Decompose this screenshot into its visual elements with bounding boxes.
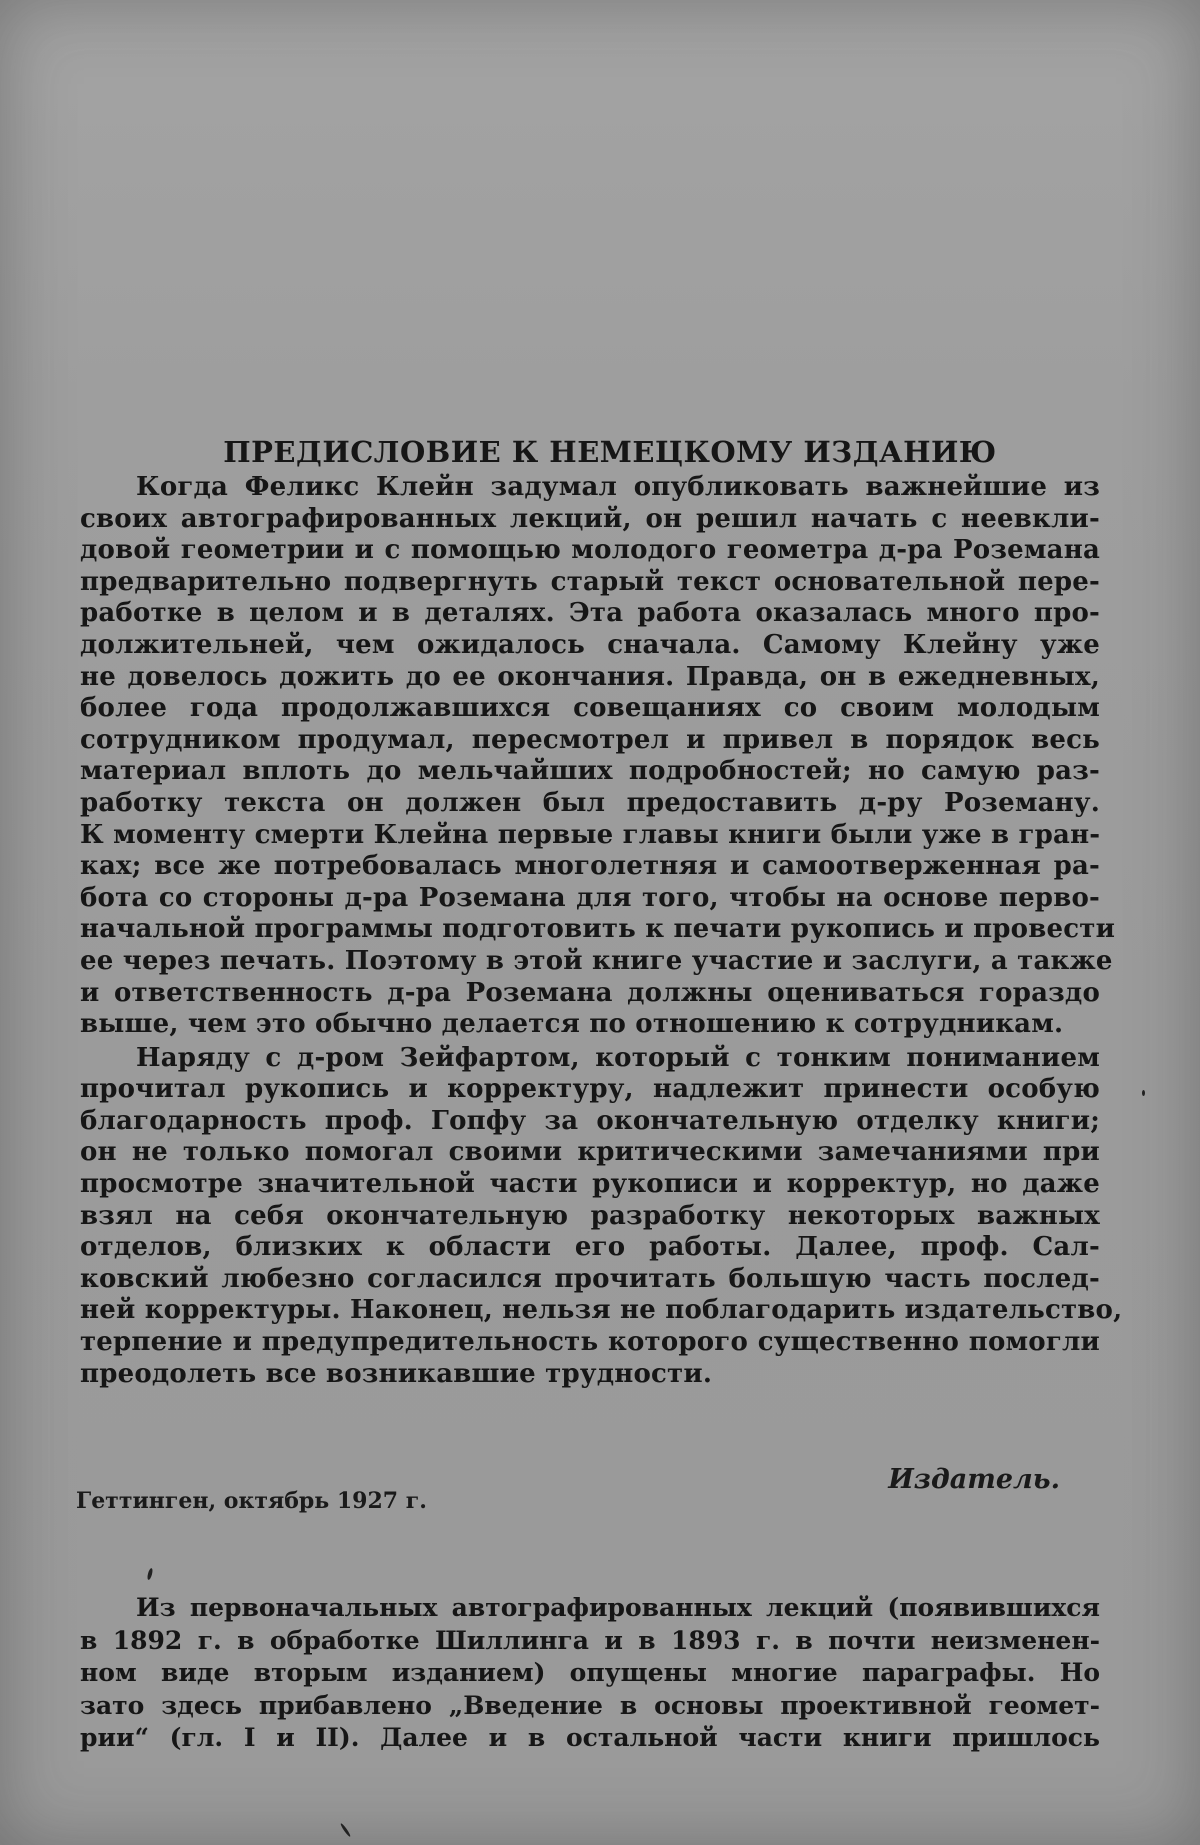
- scan-speck: [340, 1823, 352, 1838]
- page-title: ПРЕДИСЛОВИЕ К НЕМЕЦКОМУ ИЗДАНИЮ: [223, 435, 997, 469]
- scan-speck: [147, 1568, 154, 1581]
- text-line: ках; все же потребовалась многолетняя и самоотверженная ра-: [80, 851, 1100, 882]
- text-line: ковский любезно согласился прочитать большую часть послед-: [80, 1263, 1100, 1294]
- text-line: довой геометрии и с помощью молодого геометра д-ра Роземана: [80, 535, 1100, 566]
- text-line: сотрудником продумал, пересмотрел и привел в порядок весь: [80, 724, 1100, 755]
- footnote-line: зато здесь прибавлено „Введение в основы проективной геомет-: [80, 1690, 1100, 1720]
- text-line: своих автографированных лекций, он решил начать с неевкли-: [80, 503, 1100, 534]
- footnote-line: ном виде вторым изданием) опущены многие параграфы. Но: [80, 1658, 1100, 1687]
- text-line: более года продолжавшихся совещаниях со своим молодым: [80, 693, 1100, 724]
- text-line: преодолеть все возникавшие трудности.: [80, 1358, 713, 1389]
- text-line: прочитал рукопись и корректуру, надлежит принести особую: [80, 1074, 1100, 1105]
- text-line: просмотре значительной части рукописи и корректур, но даже: [80, 1169, 1100, 1200]
- text-line: ее через печать. Поэтому в этой книге участие и заслуги, а также: [80, 945, 1113, 976]
- text-line: взял на себя окончательную разработку некоторых важных: [80, 1200, 1100, 1231]
- text-line: начальной программы подготовить к печати рукопись и провести: [80, 914, 1116, 945]
- place-date: Геттинген, октябрь 1927 г.: [76, 1488, 427, 1514]
- text-line: бота со стороны д-ра Роземана для того, чтобы на основе перво-: [80, 882, 1100, 913]
- text-line: должительней, чем ожидалось сначала. Самому Клейну уже: [80, 629, 1100, 660]
- text-line: он не только помогал своими критическими замечаниями при: [80, 1137, 1100, 1168]
- text-line: предварительно подвергнуть старый текст основательной пере-: [80, 566, 1100, 597]
- preface-section: [80, 432, 1123, 1390]
- publisher-signature: Издатель.: [888, 1464, 1060, 1495]
- paragraph-1: [80, 472, 1116, 1041]
- paragraph-2: [80, 1042, 1123, 1391]
- text-line: Наряду с д-ром Зейфартом, который с тонким пониманием: [136, 1042, 1100, 1073]
- footnote-line: в 1892 г. в обработке Шиллинга и в 1893 г. в почти неизменен-: [80, 1625, 1100, 1655]
- text-line: К моменту смерти Клейна первые главы книги были уже в гран-: [80, 819, 1101, 850]
- text-line: ней корректуры. Наконец, нельзя не поблагодарить издательство,: [80, 1295, 1123, 1326]
- text-line: материал вплоть до мельчайших подробностей; но самую раз-: [80, 756, 1100, 787]
- text-line: и ответственность д-ра Роземана должны оцениваться гораздо: [80, 977, 1100, 1008]
- text-line: Когда Феликс Клейн задумал опубликовать важнейшие из: [136, 472, 1100, 502]
- footnote-line: Из первоначальных автографированных лекций (появившихся: [136, 1593, 1100, 1622]
- text-line: работке в целом и в деталях. Эта работа оказалась много про-: [80, 598, 1100, 629]
- text-line: отделов, близких к области его работы. Далее, проф. Сал-: [80, 1232, 1100, 1263]
- footnote: [80, 1592, 1100, 1755]
- text-line: не довелось дожить до ее окончания. Правда, он в ежедневных,: [80, 661, 1100, 692]
- scan-speck: [1142, 1090, 1145, 1096]
- text-line: благодарность проф. Гопфу за окончательную отделку книги;: [80, 1105, 1100, 1136]
- text-line: выше, чем это обычно делается по отношению к сотрудникам.: [80, 1009, 1064, 1040]
- text-line: работку текста он должен был предоставить д-ру Роземану.: [80, 787, 1100, 818]
- footnote-line: рии“ (гл. I и II). Далее и в остальной части книги пришлось: [80, 1723, 1100, 1752]
- text-line: терпение и предупредительность которого существенно помогли: [80, 1327, 1100, 1358]
